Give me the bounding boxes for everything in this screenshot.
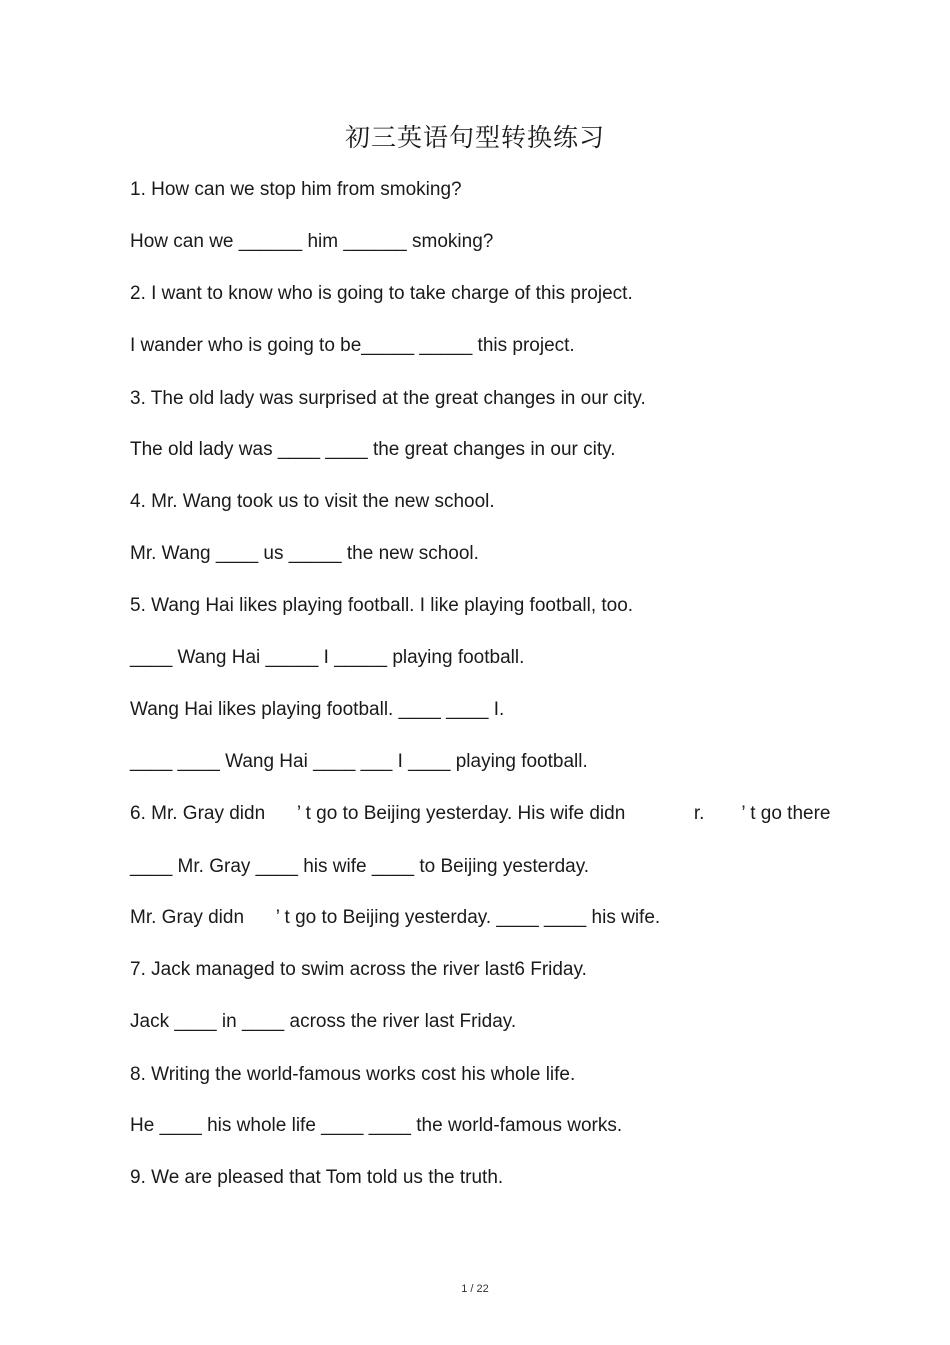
question-7: 7. Jack managed to swim across the river last6 Friday.	[130, 959, 587, 980]
page-number: 1 / 22	[461, 1283, 489, 1295]
answer-line-2: I wander who is going to be_____ _____ this project.	[130, 335, 575, 356]
question-4: 4. Mr. Wang took us to visit the new school.	[130, 491, 495, 512]
answer-line-3: The old lady was ____ ____ the great changes in our city.	[130, 439, 616, 460]
question-3: 3. The old lady was surprised at the great changes in our city.	[130, 388, 646, 409]
answer-line-6a: ____ Mr. Gray ____ his wife ____ to Beijing yesterday.	[130, 856, 590, 877]
answer-line-5a: ____ Wang Hai _____ I _____ playing football.	[130, 647, 525, 668]
answer-line-5b: Wang Hai likes playing football. ____ ____ I.	[130, 699, 505, 720]
question-9: 9. We are pleased that Tom told us the truth.	[130, 1167, 504, 1188]
answer-line-5c: ____ ____ Wang Hai ____ ___ I ____ playing football.	[130, 751, 588, 772]
answer-line-1: How can we ______ him ______ smoking?	[130, 231, 494, 252]
question-6: 6. Mr. Gray didn ’ t go to Beijing yesterday. His wife didn r. ’ t go there	[130, 803, 831, 824]
page-title: 初三英语句型转换练习	[344, 123, 605, 152]
question-5: 5. Wang Hai likes playing football. I like playing football, too.	[130, 595, 634, 616]
answer-line-4: Mr. Wang ____ us _____ the new school.	[130, 543, 479, 564]
question-1: 1. How can we stop him from smoking?	[130, 179, 462, 200]
question-8: 8. Writing the world-famous works cost his whole life.	[130, 1064, 576, 1085]
answer-line-8: He ____ his whole life ____ ____ the world-famous works.	[130, 1115, 623, 1136]
answer-line-7: Jack ____ in ____ across the river last Friday.	[130, 1011, 517, 1032]
answer-line-6b: Mr. Gray didn ’ t go to Beijing yesterday. ____ ____ his wife.	[130, 907, 661, 928]
question-2: 2. I want to know who is going to take charge of this project.	[130, 283, 633, 304]
